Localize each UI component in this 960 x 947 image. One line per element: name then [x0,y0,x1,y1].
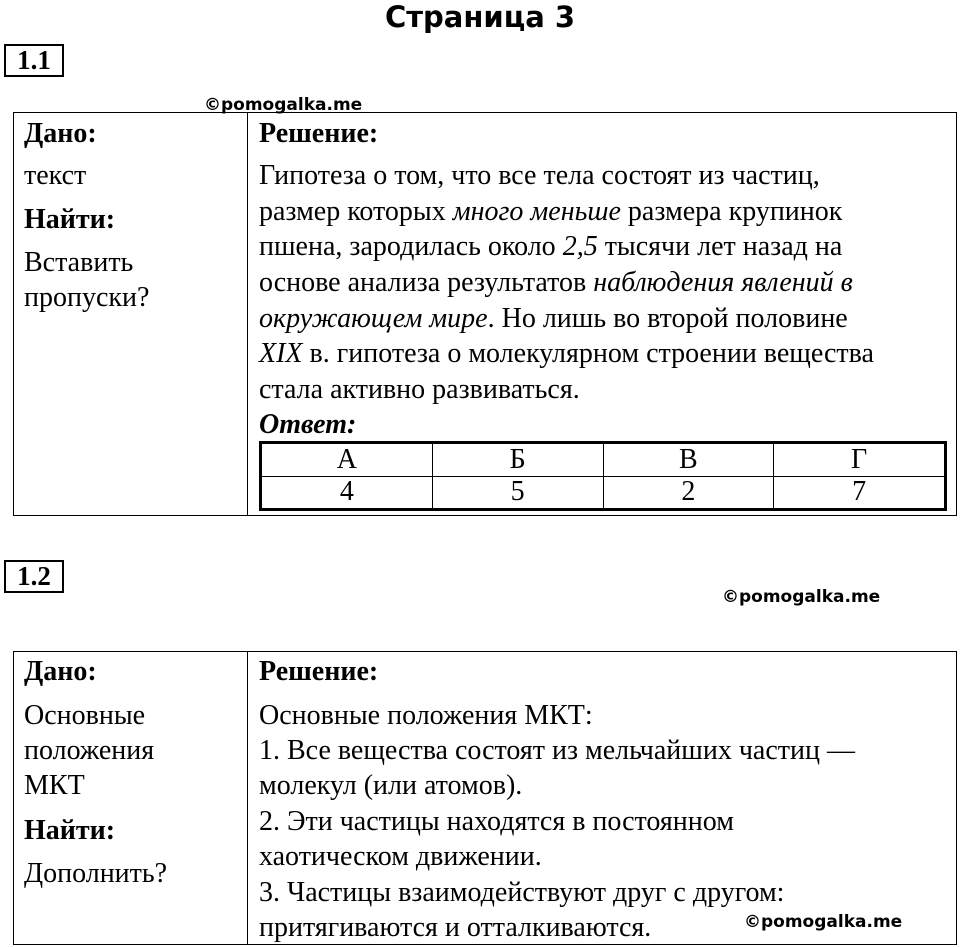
given-label: Дано: [24,118,97,149]
find-label: Найти: [24,815,116,846]
given-column [14,652,248,944]
given-text-line: Основные [24,700,146,731]
answer-header-cell: В [603,444,774,477]
task-number-1-1: 1.1 [4,44,64,77]
solution-line: молекул (или атомов). [259,770,523,801]
answer-value-cell: 2 [603,476,774,509]
solution-line: 3. Частицы взаимодействуют друг с другом: [259,877,785,908]
find-text: Дополнить? [24,858,168,889]
solution-line: притягиваются и отталкиваются. [259,912,652,943]
find-text-line: Вставить [24,247,134,278]
solution-label: Решение: [259,118,379,149]
answer-value-cell: 4 [262,476,433,509]
answer-value-cell: 7 [774,476,945,509]
task-1-1-table [13,112,957,516]
solution-line: хаотическом движении. [259,841,542,872]
solution-label: Решение: [259,656,379,687]
task-number-1-2: 1.2 [4,560,64,593]
solution-column [247,652,956,944]
watermark: ©pomogalka.me [722,587,881,607]
solution-line: Гипотеза о том, что все тела состоят из частиц, [259,160,820,191]
answer-label: Ответ: [259,409,357,440]
page-title: Страница 3 [384,0,576,34]
find-label: Найти: [24,204,116,235]
task-1-2-table [13,651,957,945]
answer-value-cell: 5 [432,476,603,509]
solution-line: 2. Эти частицы находятся в постоянном [259,806,734,837]
given-column [14,113,248,515]
given-text: текст [24,160,87,191]
solution-line: размер которых много меньше размера крупинок [259,196,843,227]
watermark: ©pomogalka.me [744,912,903,932]
solution-line: стала активно развиваться. [259,374,580,405]
given-text-line: МКТ [24,770,85,801]
answer-header-cell: А [262,444,433,477]
given-label: Дано: [24,656,97,687]
find-text-line: пропуски? [24,282,150,313]
answer-value-row [262,476,945,509]
watermark: ©pomogalka.me [204,95,363,115]
solution-line: основе анализа результатов наблюдения явлений в [259,267,853,298]
answer-header-cell: Г [774,444,945,477]
answer-header-row [262,444,945,477]
solution-line: 1. Все вещества состоят из мельчайших частиц — [259,735,855,766]
solution-line: пшена, зародилась около 2,5 тысячи лет назад на [259,231,843,262]
solution-line: Основные положения МКТ: [259,700,593,731]
solution-line: XIX в. гипотеза о молекулярном строении вещества [259,338,874,369]
given-text-line: положения [24,735,155,766]
solution-line: окружающем мире. Но лишь во второй половине [259,303,848,334]
answer-header-cell: Б [432,444,603,477]
answer-table [259,441,947,511]
